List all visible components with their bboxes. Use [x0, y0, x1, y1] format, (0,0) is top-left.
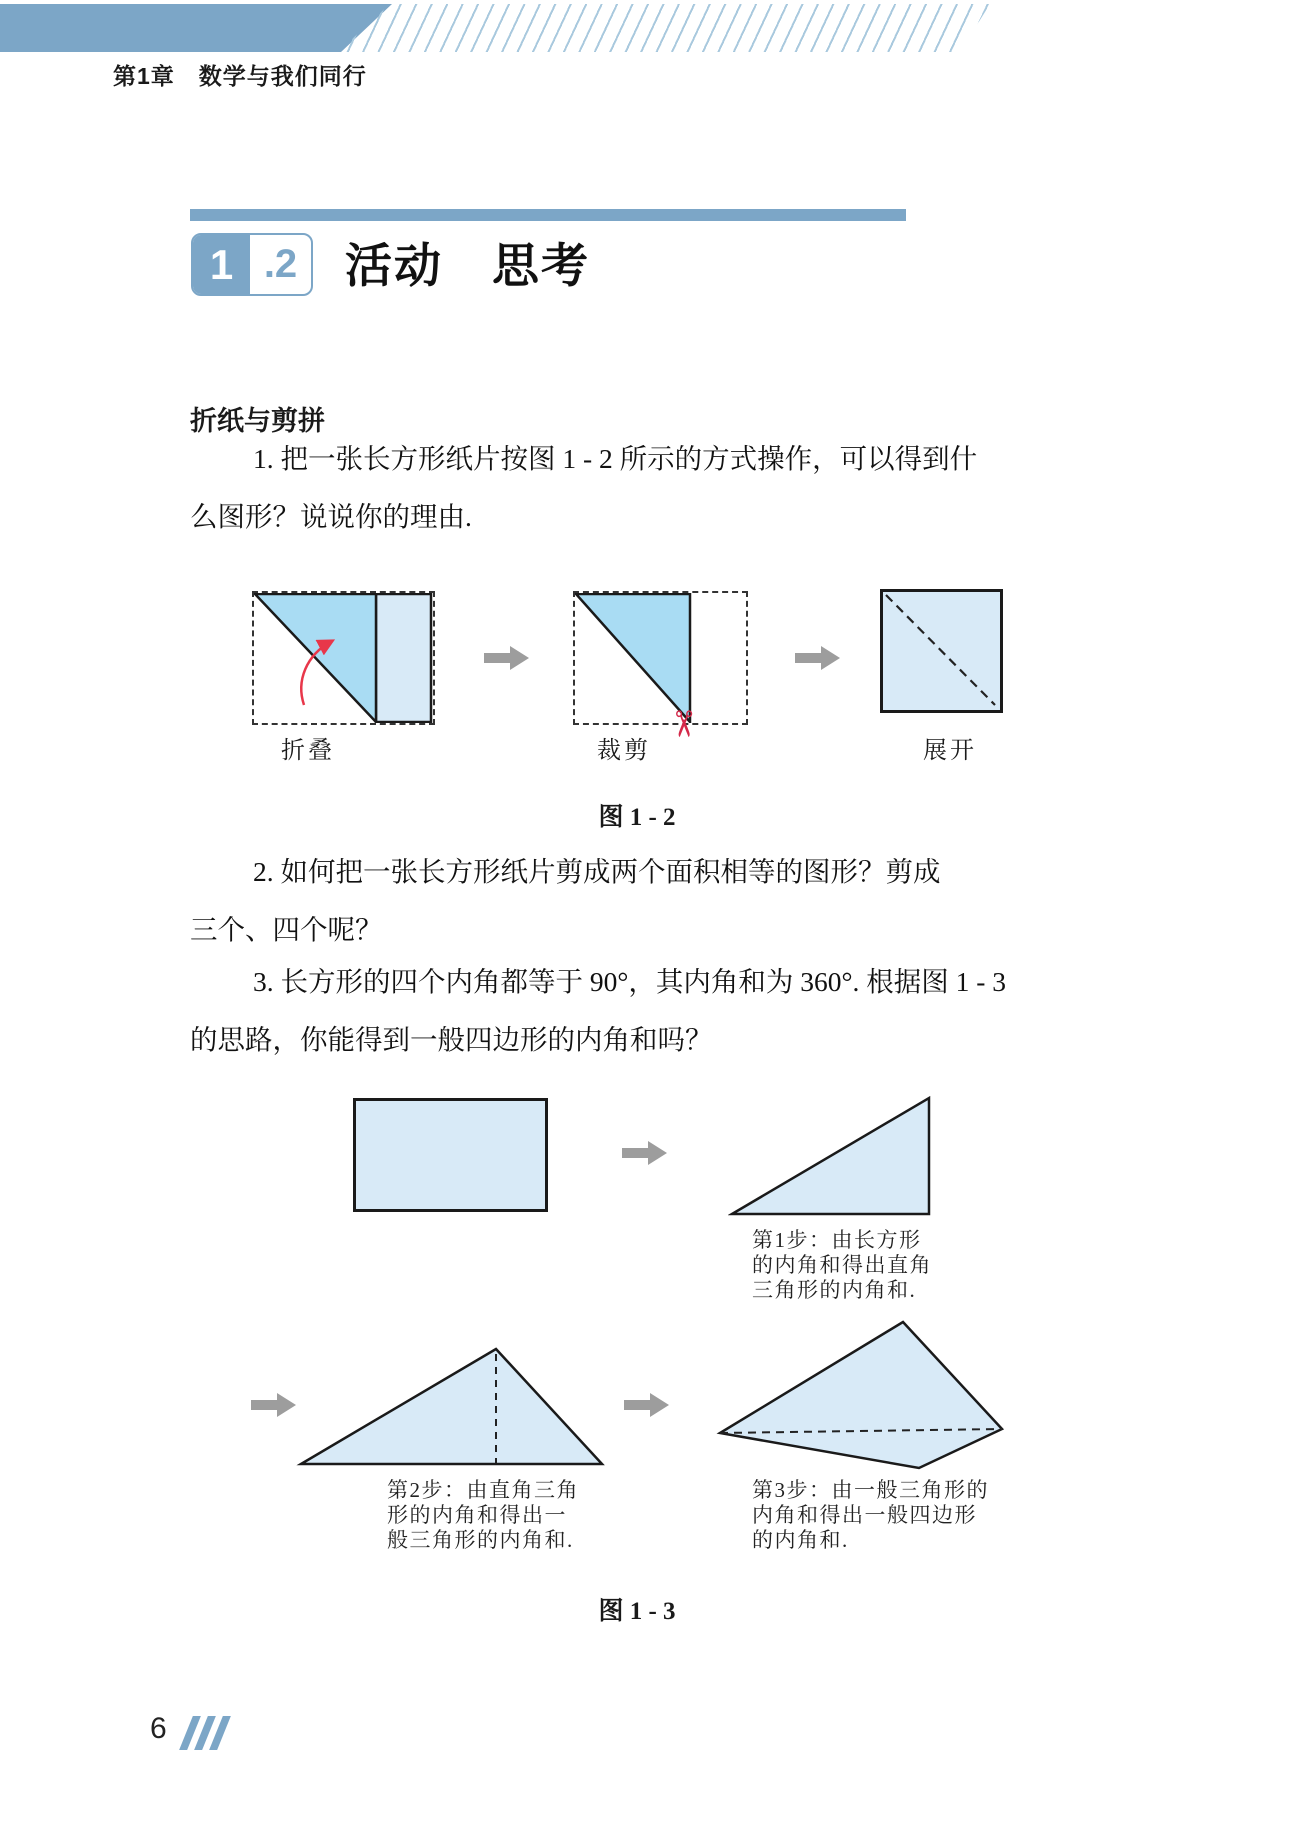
- right-arrow-icon: [795, 645, 841, 671]
- figure13-step2-text: [387, 1478, 579, 1553]
- right-arrow-icon: [624, 1392, 670, 1418]
- fold-diagram-shapes: [254, 593, 433, 723]
- figure12-fold-diagram: [252, 591, 435, 725]
- unfold-label: 展开: [923, 738, 977, 764]
- step1-line-2: 的内角和得出直角: [752, 1253, 932, 1277]
- figure13-caption: 图 1 - 3: [598, 1598, 676, 1625]
- figure13-quadrilateral: [716, 1318, 1006, 1474]
- step1-line-1: 第1步：由长方形: [752, 1228, 922, 1252]
- question-2-line-2: 三个、四个呢？: [190, 914, 383, 945]
- right-arrow-icon: [484, 645, 530, 671]
- figure12-cut-diagram: [573, 591, 748, 725]
- cut-label: 裁剪: [597, 738, 651, 764]
- section-number-sub: .2: [263, 242, 298, 286]
- section-number-badge: [191, 233, 313, 296]
- section-title: 活动 思考: [345, 239, 590, 292]
- question-1-line-2: 么图形？说说你的理由.: [190, 501, 472, 532]
- scissors-icon: ✂: [663, 708, 704, 740]
- figure13-step3-text: [752, 1478, 989, 1553]
- figure12-unfold-diagram: [880, 589, 1003, 713]
- question-2-line-1: 2. 如何把一张长方形纸片剪成两个面积相等的图形？剪成: [253, 856, 941, 887]
- question-1-line-1: 1. 把一张长方形纸片按图 1 - 2 所示的方式操作，可以得到什: [253, 443, 978, 474]
- folded-triangle: [255, 594, 376, 722]
- figure13-rectangle: [353, 1098, 548, 1212]
- figure13-general-triangle: [296, 1344, 606, 1468]
- cut-diagram-shapes: [575, 593, 746, 723]
- figure12-caption: 图 1 - 2: [598, 804, 676, 831]
- figure13-step1-text: [752, 1228, 932, 1303]
- chapter-header: 第1章 数学与我们同行: [113, 63, 367, 89]
- subsection-heading: 折纸与剪拼: [190, 406, 325, 436]
- question-3-line-2: 的思路，你能得到一般四边形的内角和吗？: [190, 1024, 713, 1055]
- figure13-right-triangle: [728, 1094, 934, 1218]
- step2-line-1: 第2步：由直角三角: [387, 1478, 579, 1502]
- step2-line-2: 形的内角和得出一: [387, 1503, 567, 1527]
- step3-line-3: 的内角和.: [752, 1528, 849, 1552]
- section-number-main: 1: [193, 235, 250, 294]
- right-arrow-icon: [251, 1392, 297, 1418]
- step3-line-1: 第3步：由一般三角形的: [752, 1478, 989, 1502]
- right-arrow-icon: [622, 1140, 668, 1166]
- question-3-line-1: 3. 长方形的四个内角都等于 90°，其内角和为 360°. 根据图 1 - 3: [253, 966, 1007, 997]
- fold-crease-line: [886, 595, 995, 705]
- question-2: [190, 843, 941, 959]
- question-1: [190, 430, 977, 546]
- step3-line-2: 内角和得出一般四边形: [752, 1503, 977, 1527]
- cut-triangle: [576, 594, 690, 722]
- question-3: [190, 953, 1006, 1069]
- step1-line-3: 三角形的内角和.: [752, 1278, 917, 1302]
- paper-strip: [376, 594, 431, 722]
- fold-label: 折叠: [281, 738, 335, 764]
- page-number: 6: [150, 1712, 167, 1745]
- unfold-diagram-shapes: [883, 592, 1000, 710]
- page-number-slashes-icon: [186, 1716, 231, 1755]
- step2-line-3: 般三角形的内角和.: [387, 1528, 574, 1552]
- section-accent-bar: [190, 209, 906, 221]
- header-stripe-pattern: [338, 4, 990, 52]
- header-blue-block: [0, 4, 392, 52]
